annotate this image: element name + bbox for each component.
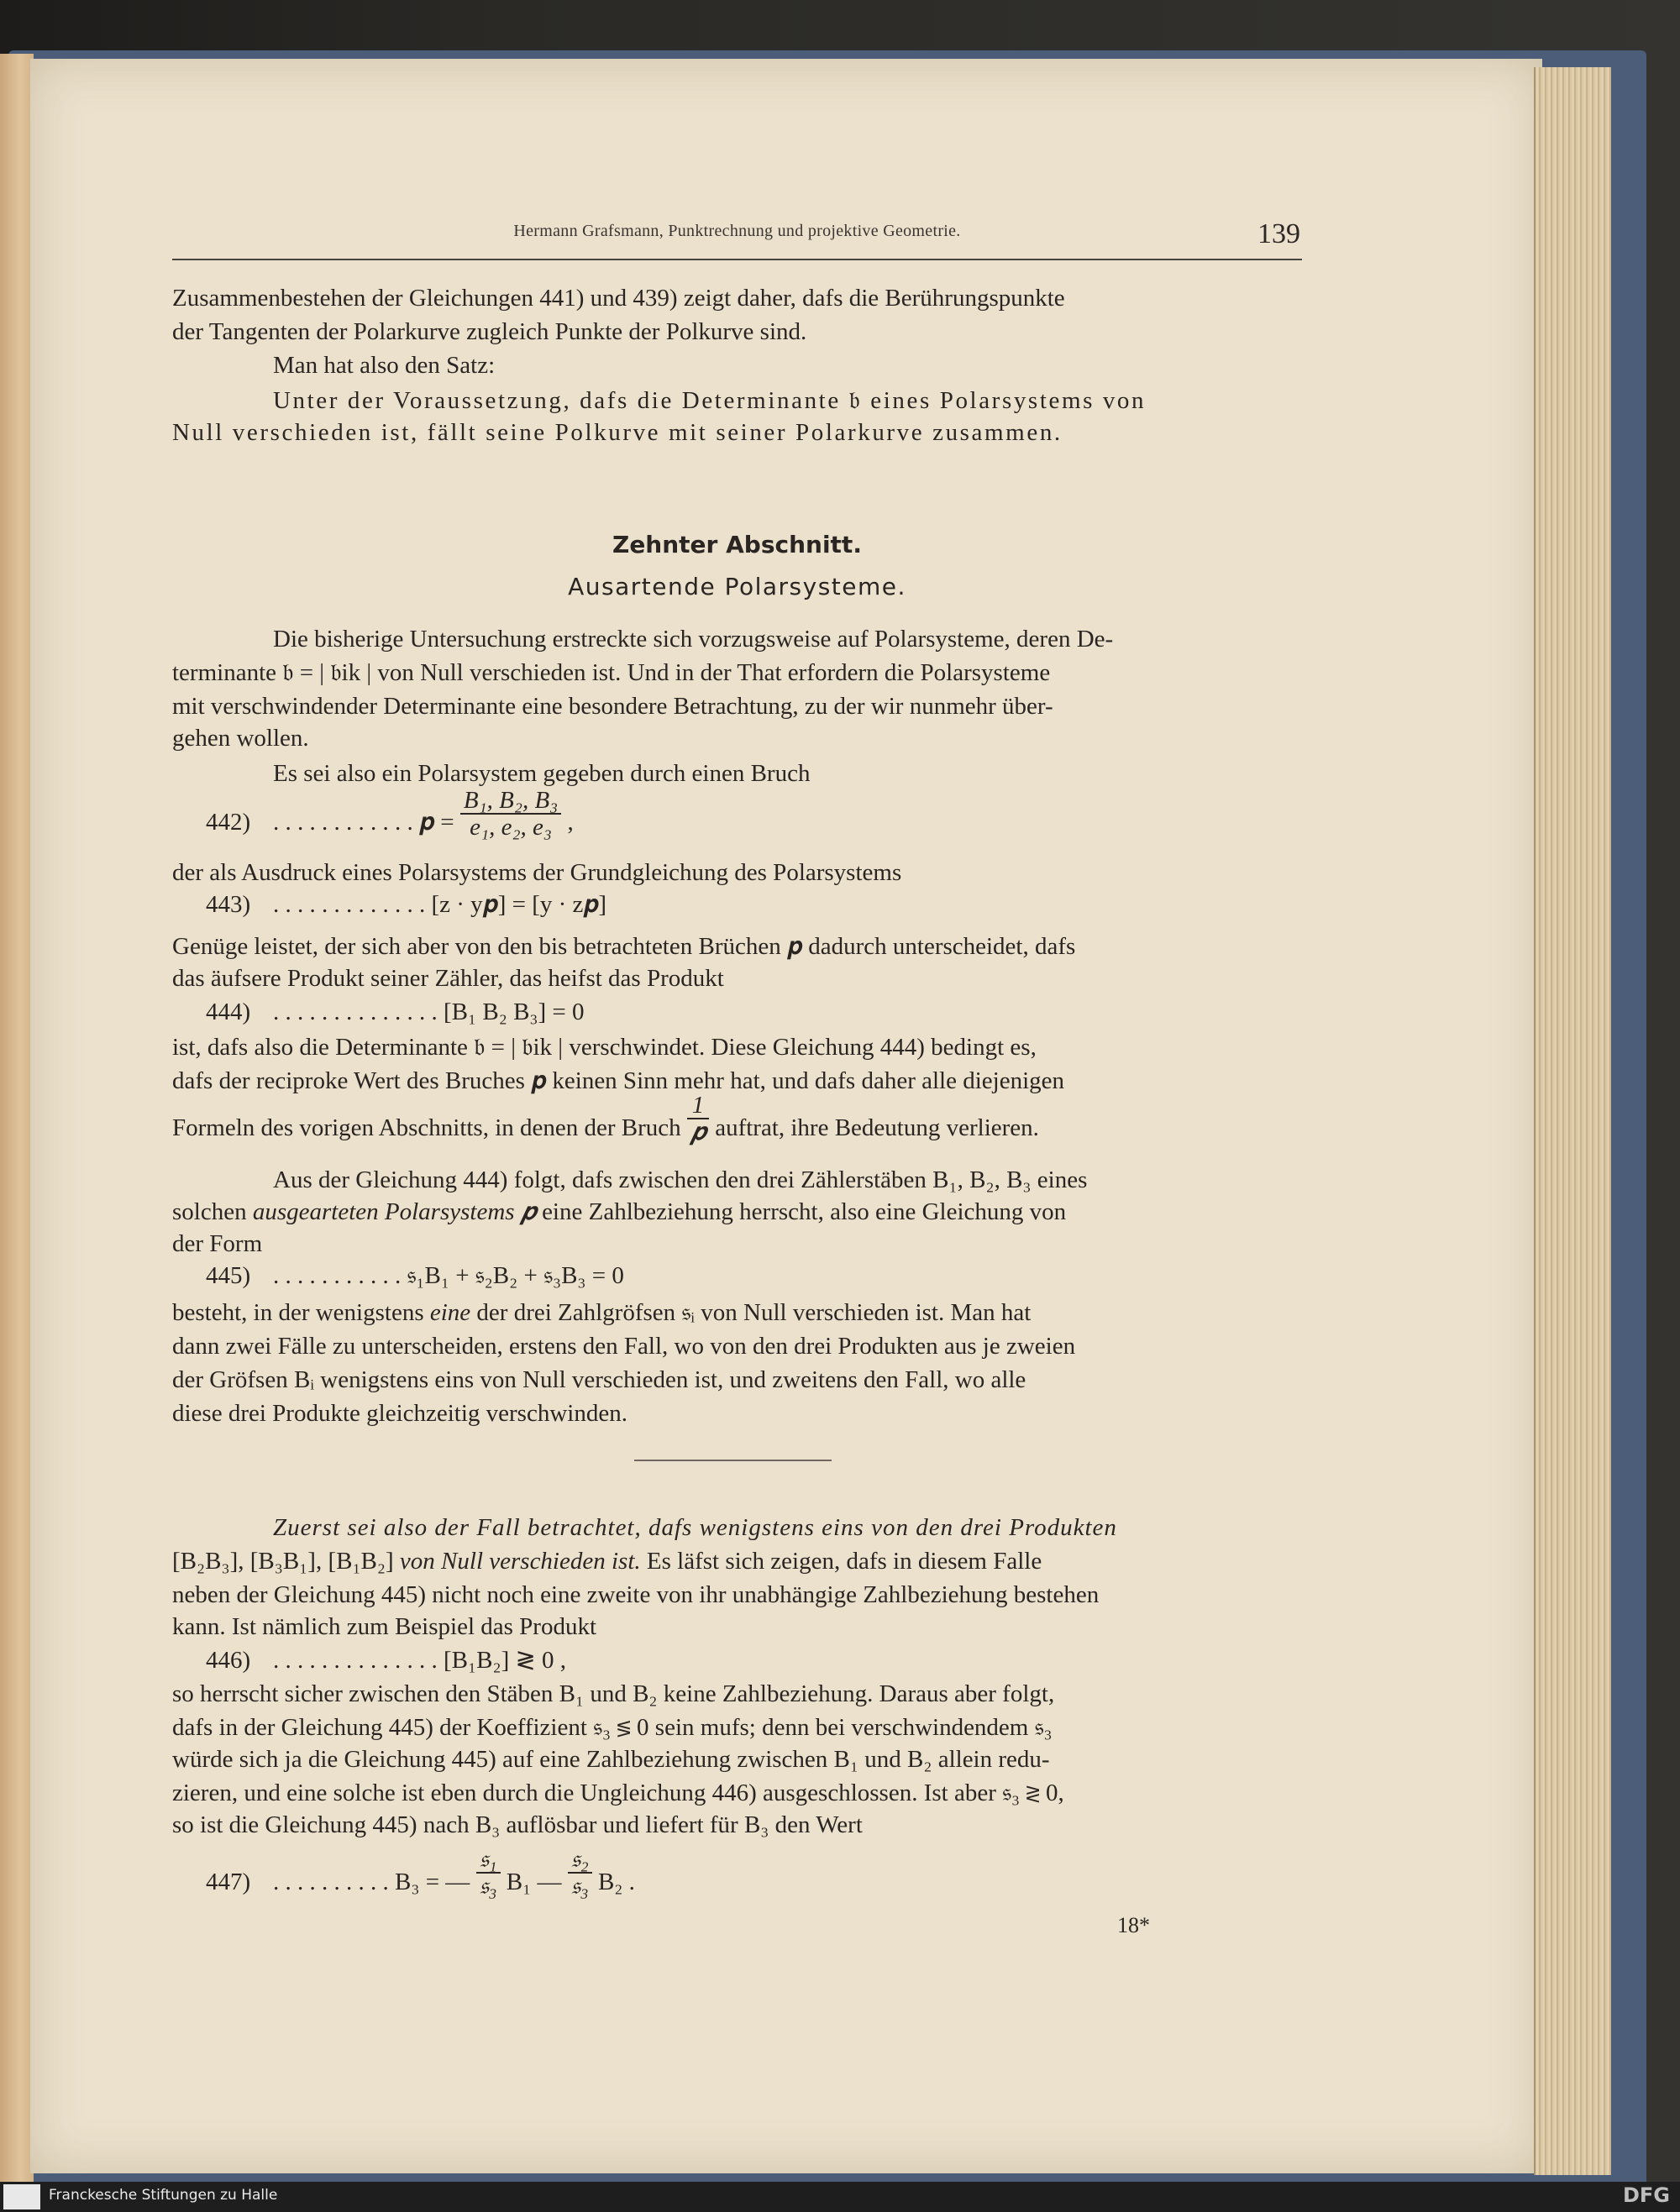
fraction-denominator: 𝔰₃ bbox=[479, 1873, 497, 1900]
text-line bbox=[172, 1196, 1066, 1228]
equation-number: 444) bbox=[206, 999, 251, 1025]
page-text bbox=[172, 0, 1302, 1932]
equation-fraction bbox=[460, 788, 561, 840]
equation-fraction bbox=[568, 1847, 592, 1899]
text-line: Man hat also den Satz: bbox=[273, 352, 496, 379]
equation-tail: , bbox=[567, 809, 574, 836]
text-line-italic: Zuerst sei also der Fall betrachtet, dafs wenigstens eins von den drei Produkten bbox=[273, 1514, 1117, 1541]
equation-number: 443) bbox=[206, 891, 251, 918]
text-segment: auftrat, ihre Bedeutung verlieren. bbox=[715, 1114, 1039, 1141]
section-subheading: Ausartende Polarsysteme. bbox=[568, 573, 906, 600]
text-segment: besteht, in der wenigstens bbox=[172, 1299, 424, 1326]
running-title: Hermann Grafsmann, Punktrechnung und projektive Geometrie. bbox=[513, 222, 961, 240]
page-number: 139 bbox=[1257, 218, 1300, 249]
text-line: Aus der Gleichung 444) folgt, dafs zwischen den drei Zählerstäben B₁, B₂, B₃ eines bbox=[273, 1166, 1088, 1193]
section-heading: Zehnter Abschnitt. bbox=[612, 531, 862, 558]
equation-number: 445) bbox=[206, 1262, 251, 1289]
text-line: das äufsere Produkt seiner Zähler, das heifst das Produkt bbox=[172, 965, 724, 992]
equation-446: . . . . . . . . . . . . . . [B₁B₂] ≷ 0 , bbox=[273, 1647, 567, 1674]
equation-443: . . . . . . . . . . . . . [z · y𝒑] = [y · z𝒑] bbox=[273, 891, 607, 918]
theorem-line: Unter der Voraussetzung, dafs die Determinante 𝔟 eines Polarsystems von bbox=[273, 387, 1147, 414]
fraction-denominator: e₁, e₂, e₃ bbox=[470, 814, 552, 841]
equation-442 bbox=[273, 787, 574, 841]
fraction-denominator: 𝔰₃ bbox=[570, 1873, 589, 1900]
text-line: kann. Ist nämlich zum Beispiel das Produkt bbox=[172, 1613, 597, 1640]
equation-number: 447) bbox=[206, 1869, 251, 1895]
text-line-fraction bbox=[172, 1092, 1039, 1146]
equation-445: . . . . . . . . . . . 𝔰₁B₁ + 𝔰₂B₂ + 𝔰₃B₃ = 0 bbox=[273, 1262, 624, 1289]
signature-mark: 18* bbox=[1117, 1913, 1150, 1937]
text-line: mit verschwindender Determinante eine besondere Betrachtung, zu der wir nunmehr über- bbox=[172, 693, 1053, 720]
text-segment: Formeln des vorigen Abschnitts, in denen der Bruch bbox=[172, 1114, 681, 1141]
text-line bbox=[172, 1545, 1042, 1577]
dfg-logo: DFG bbox=[1622, 2183, 1670, 2207]
text-line: so ist die Gleichung 445) nach B₃ auflösbar und liefert für B₃ den Wert bbox=[172, 1811, 863, 1838]
text-line: dafs der reciproke Wert des Bruches 𝒑 keinen Sinn mehr hat, und dafs daher alle diejenigen bbox=[172, 1067, 1064, 1094]
text-line: ist, dafs also die Determinante 𝔟 = | 𝔟ik | verschwindet. Diese Gleichung 444) bedingt es, bbox=[172, 1034, 1037, 1061]
text-line: Es sei also ein Polarsystem gegeben durch einen Bruch bbox=[273, 760, 811, 787]
italic-segment: von Null verschieden ist. bbox=[399, 1548, 641, 1575]
text-line: gehen wollen. bbox=[172, 725, 309, 752]
inline-fraction bbox=[687, 1093, 709, 1145]
section-divider bbox=[634, 1460, 832, 1461]
text-line: neben der Gleichung 445) nicht noch eine zweite von ihr unabhängige Zahlbeziehung bestehen bbox=[172, 1581, 1100, 1608]
text-line: zieren, und eine solche ist eben durch die Ungleichung 446) ausgeschlossen. Ist aber 𝔰₃ ≷ 0, bbox=[172, 1780, 1064, 1806]
page-edges bbox=[1534, 67, 1611, 2175]
fraction-numerator: 1 bbox=[687, 1093, 709, 1119]
text-line: terminante 𝔟 = | 𝔟ik | von Null verschieden ist. Und in der That erfordern die Polarsysteme bbox=[172, 659, 1051, 686]
equation-447 bbox=[273, 1846, 635, 1900]
text-segment: solchen bbox=[172, 1198, 247, 1225]
text-segment: Es läfst sich zeigen, dafs in diesem Falle bbox=[646, 1548, 1042, 1575]
fraction-numerator: 𝔰₂ bbox=[568, 1847, 592, 1874]
equation-number: 442) bbox=[206, 809, 251, 836]
text-line bbox=[172, 1297, 1031, 1329]
equation-mid: B₁ — bbox=[506, 1869, 562, 1895]
institution-logo bbox=[3, 2184, 40, 2209]
footer-institution: Franckesche Stiftungen zu Halle bbox=[49, 2187, 278, 2204]
italic-segment: ausgearteten Polarsystems 𝒑 bbox=[252, 1198, 536, 1225]
text-segment: [B₂B₃], [B₃B₁], [B₁B₂] bbox=[172, 1548, 394, 1575]
equation-number: 446) bbox=[206, 1647, 251, 1674]
text-line: dafs in der Gleichung 445) der Koeffizient 𝔰₃ ≶ 0 sein mufs; denn bei verschwindendem 𝔰₃ bbox=[172, 1714, 1053, 1741]
text-line: so herrscht sicher zwischen den Stäben B₁ und B₂ keine Zahlbeziehung. Daraus aber folgt, bbox=[172, 1680, 1055, 1707]
fraction-numerator: 𝔰₁ bbox=[476, 1847, 501, 1874]
book-left-edge bbox=[0, 54, 34, 2187]
equation-lhs: . . . . . . . . . . B₃ = — bbox=[273, 1869, 470, 1895]
text-line: diese drei Produkte gleichzeitig verschwinden. bbox=[172, 1400, 627, 1427]
theorem-line: Null verschieden ist, fällt seine Polkurve mit seiner Polarkurve zusammen. bbox=[172, 419, 1063, 446]
equation-tail: B₂ . bbox=[597, 1869, 635, 1895]
fraction-denominator: 𝒑 bbox=[690, 1119, 706, 1146]
fraction-numerator: B₁, B₂, B₃ bbox=[460, 788, 561, 815]
text-line: der Form bbox=[172, 1230, 263, 1257]
text-line: würde sich ja die Gleichung 445) auf eine Zahlbeziehung zwischen B₁ und B₂ allein redu- bbox=[172, 1746, 1050, 1773]
text-line: der als Ausdruck eines Polarsystems der Grundgleichung des Polarsystems bbox=[172, 859, 902, 886]
italic-segment: eine bbox=[429, 1299, 471, 1326]
text-line: der Gröfsen Bᵢ wenigstens eins von Null verschieden ist, und zweitens den Fall, wo alle bbox=[172, 1366, 1026, 1393]
equation-fraction bbox=[476, 1847, 501, 1899]
text-line: Genüge leistet, der sich aber von den bis betrachteten Brüchen 𝒑 dadurch unterscheidet, dafs bbox=[172, 933, 1076, 960]
text-line: Zusammenbestehen der Gleichungen 441) und 439) zeigt daher, dafs die Berührungspunkte bbox=[172, 285, 1065, 312]
text-line: der Tangenten der Polarkurve zugleich Punkte der Polkurve sind. bbox=[172, 318, 807, 345]
text-segment: eine Zahlbeziehung herrscht, also eine Gleichung von bbox=[542, 1198, 1067, 1225]
text-segment: der drei Zahlgröfsen 𝔰ᵢ von Null verschieden ist. Man hat bbox=[476, 1299, 1032, 1326]
text-line: dann zwei Fälle zu unterscheiden, erstens den Fall, wo von den drei Produkten aus je zweien bbox=[172, 1333, 1076, 1360]
equation-lhs: . . . . . . . . . . . . 𝒑 = bbox=[273, 809, 454, 836]
text-line: Die bisherige Untersuchung erstreckte sich vorzugsweise auf Polarsysteme, deren De- bbox=[273, 626, 1114, 653]
equation-444: . . . . . . . . . . . . . . [B₁ B₂ B₃] = 0 bbox=[273, 999, 585, 1025]
